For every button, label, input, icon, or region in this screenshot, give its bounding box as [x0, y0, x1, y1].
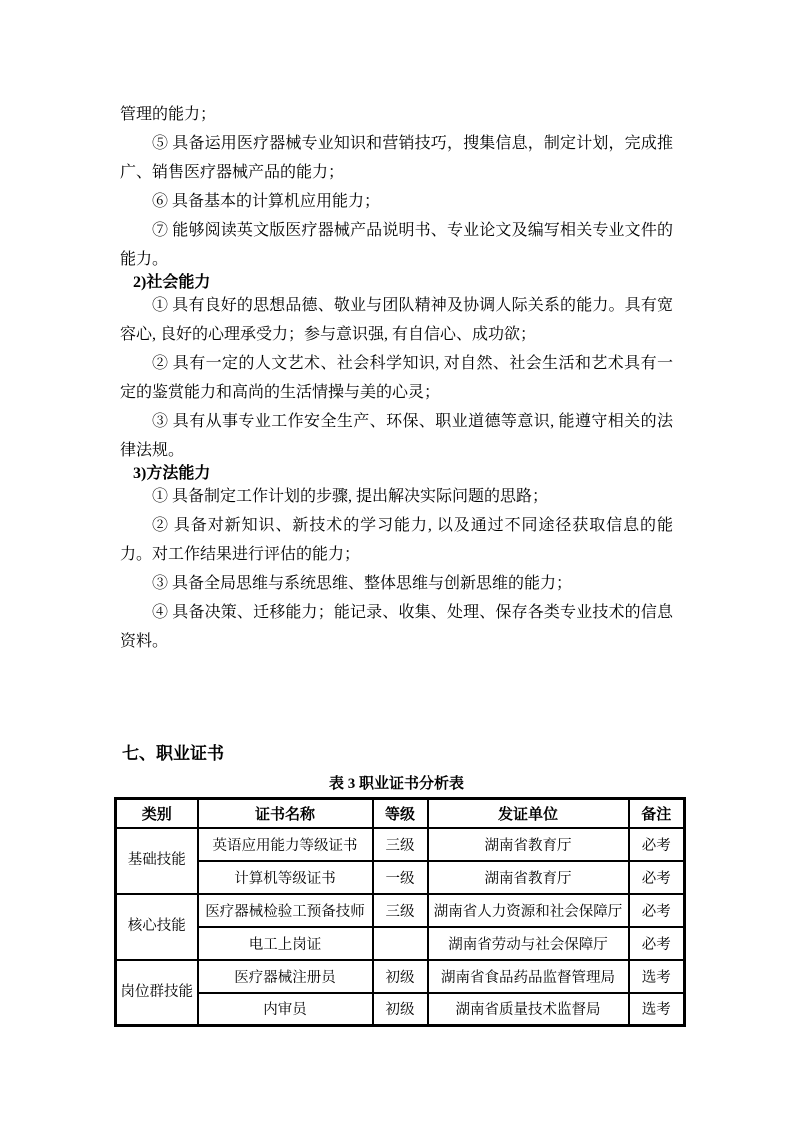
table-cell: 初级 — [373, 993, 428, 1026]
column-header: 类别 — [116, 799, 198, 828]
paragraph-list — [120, 100, 673, 656]
table-row — [116, 993, 685, 1026]
table-cell — [373, 927, 428, 960]
table-row — [116, 828, 685, 861]
table-cell: 湖南省教育厅 — [428, 828, 629, 861]
table-cell: 湖南省教育厅 — [428, 861, 629, 894]
column-header: 证书名称 — [198, 799, 373, 828]
table-cell: 必考 — [629, 861, 685, 894]
table-cell: 必考 — [629, 828, 685, 861]
table-cell: 计算机等级证书 — [198, 861, 373, 894]
paragraph: ① 具备制定工作计划的步骤, 提出解决实际问题的思路； — [152, 488, 549, 505]
page-content — [120, 100, 673, 1027]
category-cell: 核心技能 — [116, 894, 198, 960]
section-heading: 七、职业证书 — [122, 744, 224, 763]
paragraph: ⑦ 能够阅读英文版医疗器械产品说明书、专业论文及编写相关专业文件的能力。 — [120, 222, 673, 268]
table-cell: 医疗器械注册员 — [198, 960, 373, 993]
sub-heading: 2)社会能力 — [133, 274, 211, 291]
table-cell: 英语应用能力等级证书 — [198, 828, 373, 861]
column-header: 等级 — [373, 799, 428, 828]
table-header-row — [116, 799, 685, 828]
table-cell: 湖南省食品药品监督管理局 — [428, 960, 629, 993]
table-cell: 必考 — [629, 894, 685, 927]
column-header: 备注 — [629, 799, 685, 828]
table-cell: 湖南省劳动与社会保障厅 — [428, 927, 629, 960]
table-cell: 医疗器械检验工预备技师 — [198, 894, 373, 927]
paragraph: ③ 具备全局思维与系统思维、整体思维与创新思维的能力； — [152, 575, 573, 592]
table-cell: 湖南省质量技术监督局 — [428, 993, 629, 1026]
table-cell: 三级 — [373, 828, 428, 861]
table-cell: 内审员 — [198, 993, 373, 1026]
paragraph: ④ 具备决策、迁移能力；能记录、收集、处理、保存各类专业技术的信息资料。 — [120, 604, 673, 650]
table-row — [116, 894, 685, 927]
paragraph: ③ 具有从事专业工作安全生产、环保、职业道德等意识, 能遵守相关的法律法规。 — [120, 413, 673, 459]
category-cell: 基础技能 — [116, 828, 198, 894]
sub-heading: 3)方法能力 — [133, 465, 211, 482]
paragraph: ② 具备对新知识、新技术的学习能力, 以及通过不同途径获取信息的能力。对工作结果进行评估的能力； — [120, 517, 673, 563]
column-header: 发证单位 — [428, 799, 629, 828]
table-cell: 初级 — [373, 960, 428, 993]
table-row — [116, 861, 685, 894]
table-cell: 必考 — [629, 927, 685, 960]
paragraph: ⑥ 具备基本的计算机应用能力； — [152, 193, 381, 210]
table-cell: 湖南省人力资源和社会保障厅 — [428, 894, 629, 927]
paragraph: ⑤ 具备运用医疗器械专业知识和营销技巧，搜集信息，制定计划，完成推广、销售医疗器械产品的能力； — [120, 135, 673, 181]
table-row — [116, 960, 685, 993]
table-cell: 选考 — [629, 993, 685, 1026]
table-cell: 选考 — [629, 960, 685, 993]
table-cell: 三级 — [373, 894, 428, 927]
table-body — [116, 828, 685, 1026]
table-cell: 一级 — [373, 861, 428, 894]
paragraph: ② 具有一定的人文艺术、社会科学知识, 对自然、社会生活和艺术具有一定的鉴赏能力和高尚的生活情操与美的心灵； — [120, 355, 673, 401]
paragraph: 管理的能力； — [120, 106, 217, 123]
category-cell: 岗位群技能 — [116, 960, 198, 1026]
paragraph: ① 具有良好的思想品德、敬业与团队精神及协调人际关系的能力。具有宽容心, 良好的心理承受力；参与意识强, 有自信心、成功欲； — [120, 297, 673, 343]
table-cell: 电工上岗证 — [198, 927, 373, 960]
table-row — [116, 927, 685, 960]
table-caption: 表 3 职业证书分析表 — [328, 776, 464, 792]
certificate-table — [114, 797, 686, 1027]
